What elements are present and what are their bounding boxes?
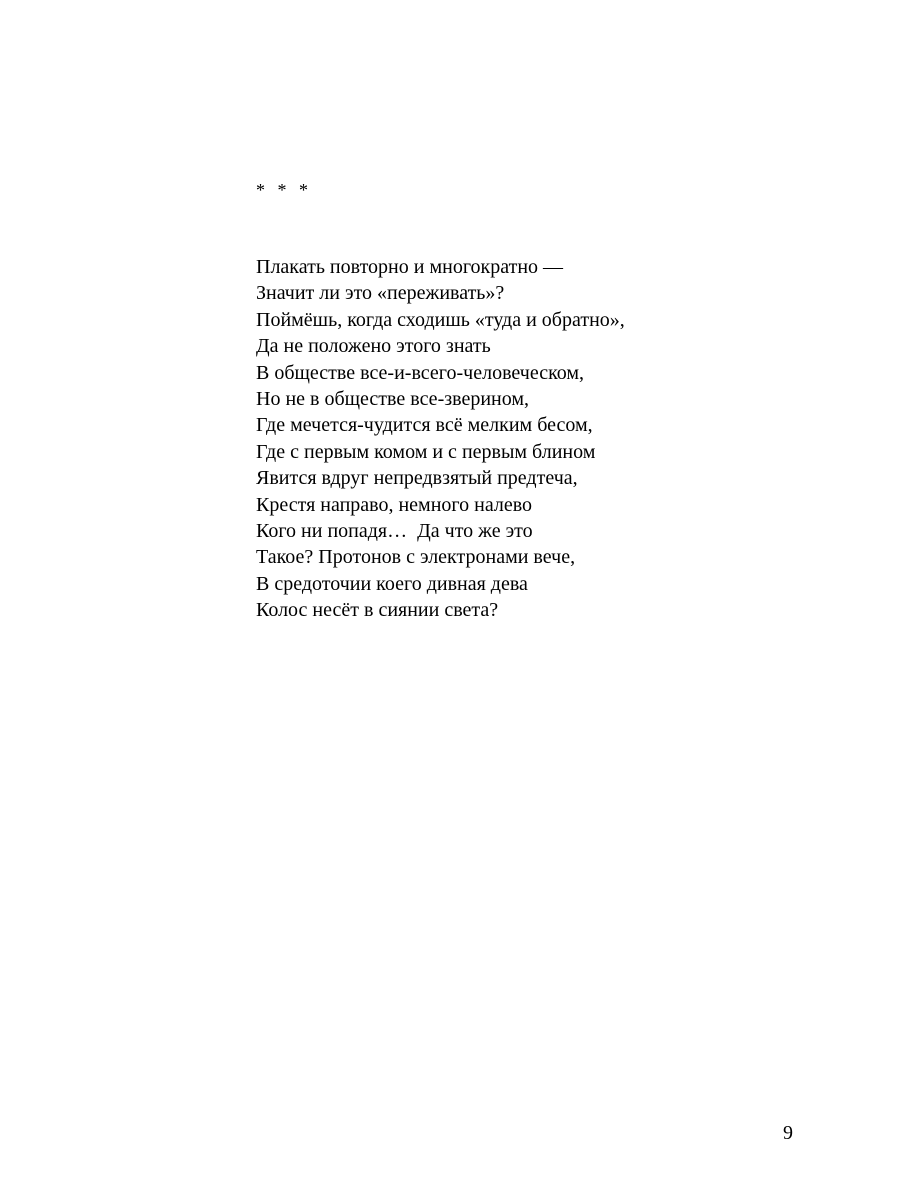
poem-line: Значит ли это «переживать»? (256, 282, 505, 305)
poem-line: Да не положено этого знать (256, 335, 491, 358)
poem-line: Поймёшь, когда сходишь «туда и обратно», (256, 308, 625, 331)
poem-line: Крестя направо, немного налево (256, 493, 533, 516)
poem-line: Кого ни попадя… Да что же это (256, 520, 533, 543)
poem-line: Где мечется-чудится всё мелким бесом, (256, 414, 593, 437)
poem-line: Колос несёт в сиянии света? (256, 599, 499, 622)
poem-line: Но не в обществе все-зверином, (256, 388, 530, 411)
stanza-separator: * * * (256, 180, 312, 200)
poem-line: Плакать повторно и многократно — (256, 256, 564, 278)
poem-line: Явится вдруг непредвзятый предтеча, (256, 467, 578, 490)
poem-line: Где с первым комом и с первым блином (256, 440, 596, 463)
poem-line: В обществе все-и-всего-человеческом, (256, 361, 585, 384)
poem (256, 254, 625, 624)
poem-line: Такое? Протонов с электронами вече, (256, 546, 576, 569)
page-number: 9 (783, 1122, 793, 1144)
poem-line: В средоточии коего дивная дева (256, 572, 528, 595)
